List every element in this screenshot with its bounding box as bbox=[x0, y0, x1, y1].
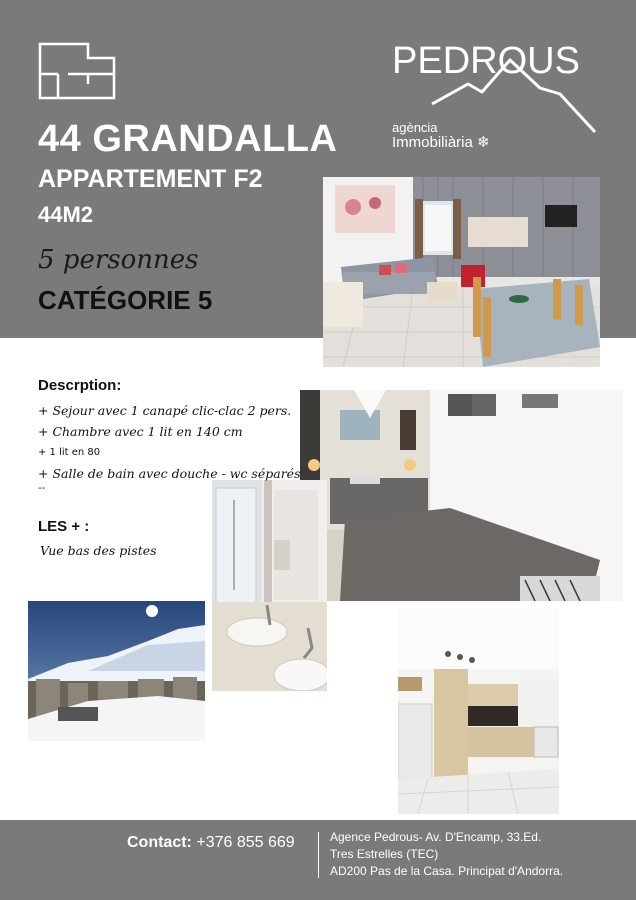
description-title: Descrption: bbox=[38, 377, 122, 394]
ski-view-photo bbox=[28, 601, 205, 741]
agency-address bbox=[330, 829, 563, 880]
contact-phone[interactable]: +376 855 669 bbox=[196, 834, 295, 851]
persons-count: 5 personnes bbox=[38, 245, 199, 275]
list-item: + Chambre avec 1 lit en 140 cm bbox=[38, 424, 243, 439]
floorplan-icon bbox=[38, 40, 116, 102]
property-type: APPARTEMENT F2 bbox=[38, 165, 263, 193]
logo-brand: PEDROUS bbox=[392, 40, 580, 82]
bedroom-photo bbox=[300, 390, 623, 601]
contact-label: Contact: bbox=[127, 834, 192, 851]
category-label: CATÉGORIE 5 bbox=[38, 285, 213, 315]
property-title: 44 GRANDALLA bbox=[38, 118, 338, 160]
property-area: 44M2 bbox=[38, 202, 94, 227]
bathroom-photo bbox=[212, 480, 327, 691]
les-plus-text: Vue bas des pistes bbox=[40, 543, 157, 558]
description-dash: -- bbox=[38, 482, 46, 494]
kitchen-photo bbox=[398, 609, 559, 814]
contact-line bbox=[127, 834, 295, 852]
address-line: Tres Estrelles (TEC) bbox=[330, 847, 439, 861]
living-room-photo bbox=[323, 177, 600, 367]
list-item: + 1 lit en 80 bbox=[38, 447, 101, 458]
logo-immobiliaria: Immobiliària ❄ bbox=[392, 134, 490, 151]
description-list bbox=[38, 400, 301, 484]
list-item: + Sejour avec 1 canapé clic-clac 2 pers. bbox=[38, 403, 292, 418]
list-item: + Salle de bain avec douche - wc séparés bbox=[38, 466, 301, 481]
address-line: AD200 Pas de la Casa. Principat d'Andorra. bbox=[330, 864, 564, 878]
logo-agencia: agència bbox=[392, 120, 438, 135]
address-line: Agence Pedrous- Av. D'Encamp, 33.Ed. bbox=[330, 830, 542, 844]
footer-divider bbox=[318, 832, 319, 878]
les-plus-title: LES + : bbox=[38, 518, 90, 535]
